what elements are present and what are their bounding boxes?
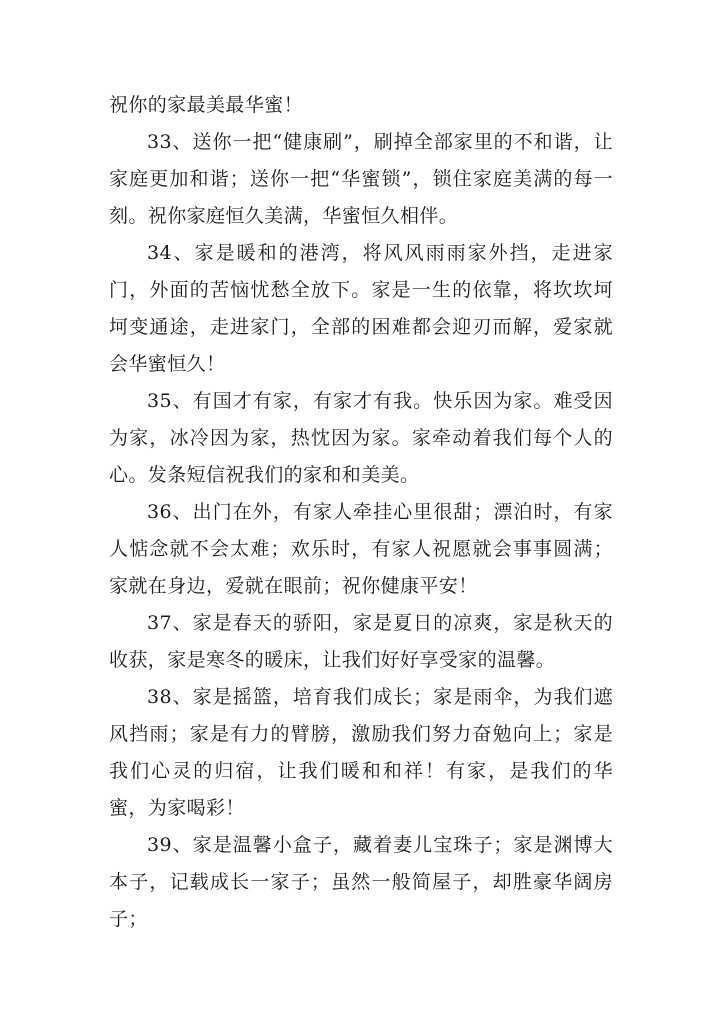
continuation-paragraph: 祝你的家最美最华蜜！ xyxy=(109,94,304,116)
paragraph-35: 35、有国才有家，有家才有我。快乐因为家。难受因为家，冰冷因为家，热忱因为家。家牵动着我们每个人的心。发条短信祝我们的家和和美美。 xyxy=(109,390,613,486)
paragraph-34: 34、家是暖和的港湾，将风风雨雨家外挡，走进家门，外面的苦恼忧愁全放下。家是一生的依靠，将坎坎坷坷变通途，走进家门，全部的困难都会迎刃而解，爱家就会华蜜恒久！ xyxy=(109,242,613,375)
paragraph-39: 39、家是温馨小盒子，藏着妻儿宝珠子；家是渊博大本子，记载成长一家子；虽然一般简屋子，却胜豪华阔房子； xyxy=(109,834,613,930)
paragraph-38: 38、家是摇篮，培育我们成长；家是雨伞，为我们遮风挡雨；家是有力的臂膀，激励我们努力奋勉向上；家是我们心灵的归宿，让我们暖和和祥！有家，是我们的华蜜，为家喝彩！ xyxy=(109,686,613,819)
paragraph-36: 36、出门在外，有家人牵挂心里很甜；漂泊时，有家人惦念就不会太难；欢乐时，有家人祝愿就会事事圆满；家就在身边，爱就在眼前；祝你健康平安！ xyxy=(109,501,613,597)
paragraph-33: 33、送你一把“健康刷”，刷掉全部家里的不和谐，让家庭更加和谐；送你一把“华蜜锁”，锁住家庭美满的每一刻。祝你家庭恒久美满，华蜜恒久相伴。 xyxy=(109,131,613,227)
paragraph-37: 37、家是春天的骄阳，家是夏日的凉爽，家是秋天的收获，家是寒冬的暖床，让我们好好享受家的温馨。 xyxy=(109,612,613,671)
document-body xyxy=(109,87,613,938)
